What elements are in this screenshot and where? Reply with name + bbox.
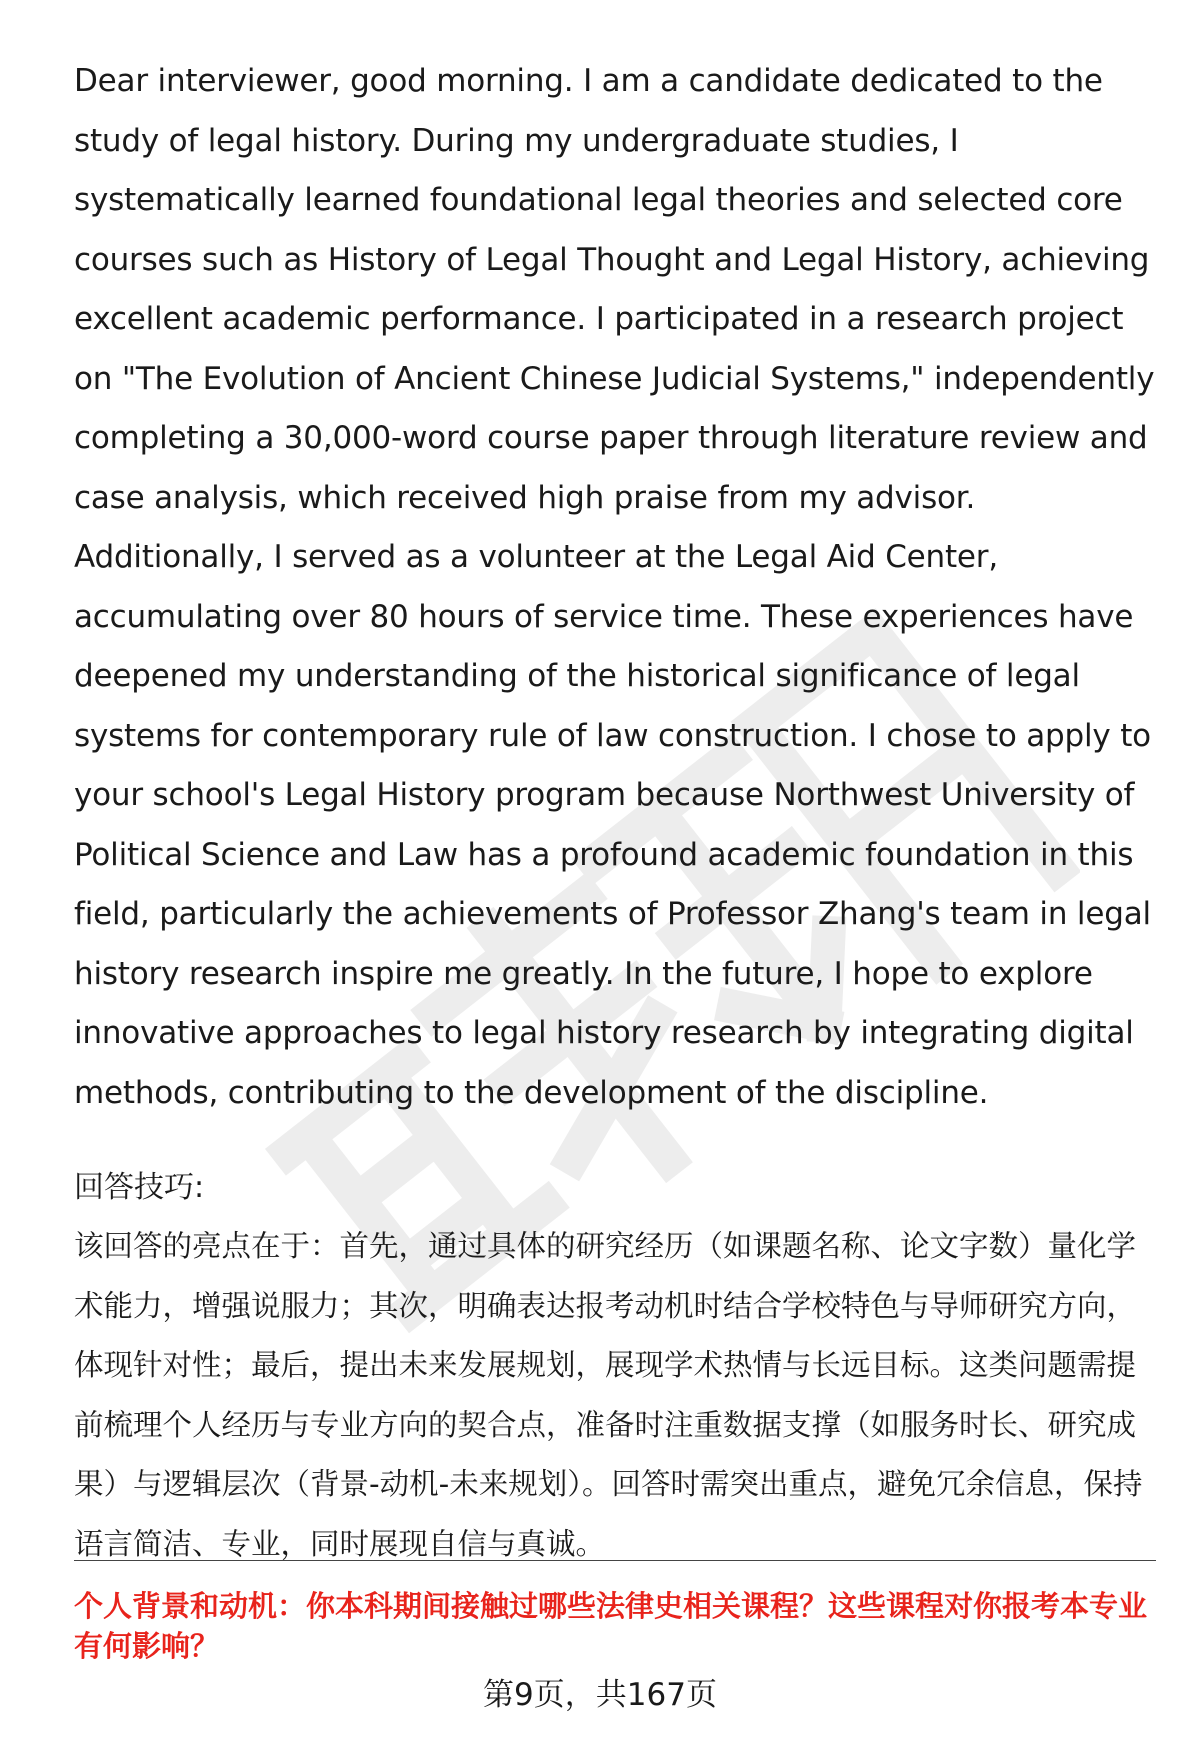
tips-heading: 回答技巧:: [74, 1170, 205, 1205]
tips-paragraph: 该回答的亮点在于：首先，通过具体的研究经历（如课题名称、论文字数）量化学术能力，增强说服力；其次，明确表达报考动机时结合学校特色与导师研究方向，体现针对性；最后，提出未来发展规划，展现学术热情与长远目标。这类问题需提前梳理个人经历与专业方向的契合点，准备时注重数据支撑（如服务时长、研究成果）与逻辑层次（背景-动机-未来规划）。回答时需突出重点，避免冗余信息，保持语言简洁、专业，同时展现自信与真诚。: [74, 1229, 1143, 1561]
next-question-heading: 个人背景和动机：你本科期间接触过哪些法律史相关课程？这些课程对你报考本专业有何影响？: [74, 1589, 1148, 1663]
section-divider: [74, 1560, 1156, 1561]
page-number: 第9页，共167页: [483, 1677, 717, 1713]
document-page: [74, 52, 1156, 1574]
sample-answer-paragraph: Dear interviewer, good morning. I am a candidate dedicated to the study of legal history. During my undergraduate studies, I systematically learned foundational legal theories and selected core courses such as History of Legal Thought and Legal History, achieving excellent academic performance. I participated in a research project on "The Evolution of Ancient Chinese Judicial Systems," independently completing a 30,000-word course paper through literature review and case analysis, which received high praise from my advisor. Additionally, I served as a volunteer at the Legal Aid Center, accumulating over 80 hours of service time. These experiences have deepened my understanding of the historical significance of legal systems for contemporary rule of law construction. I chose to apply to your school's Legal History program because Northwest University of Political Science and Law has a profound academic foundation in this field, particularly the achievements of Professor Zhang's team in legal history research inspire me greatly. In the future, I hope to explore innovative approaches to legal history research by integrating digital methods, contributing to the development of the discipline.: [74, 63, 1155, 1111]
